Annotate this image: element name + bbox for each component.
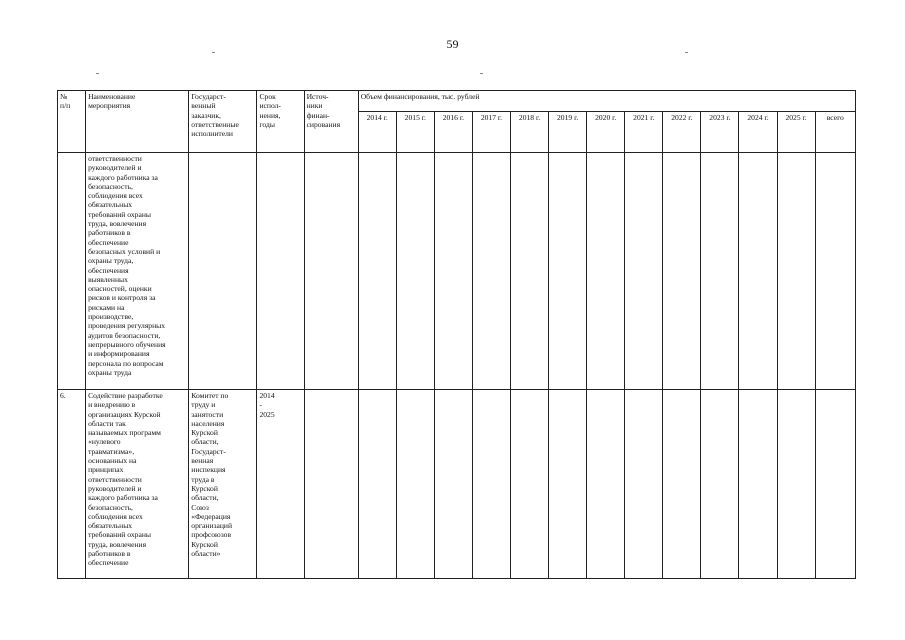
cell-value bbox=[663, 153, 701, 390]
header-funding: Объем финансирования, тыс. рублей bbox=[358, 91, 855, 112]
cell-source bbox=[304, 390, 358, 579]
year-header: 2016 г. bbox=[434, 112, 472, 153]
table-row bbox=[58, 153, 856, 390]
cell-value bbox=[777, 153, 815, 390]
cell-value bbox=[815, 153, 855, 390]
year-header: 2014 г. bbox=[358, 112, 396, 153]
cell-value bbox=[701, 153, 739, 390]
cell-value bbox=[549, 153, 587, 390]
year-header: 2023 г. bbox=[701, 112, 739, 153]
total-header: всего bbox=[815, 112, 855, 153]
cell-value bbox=[625, 153, 663, 390]
cell-value bbox=[625, 390, 663, 579]
scan-speck bbox=[685, 52, 688, 53]
cell-value bbox=[739, 153, 777, 390]
cell-value bbox=[472, 153, 510, 390]
scan-speck bbox=[480, 73, 483, 74]
year-header: 2015 г. bbox=[396, 112, 434, 153]
cell-source bbox=[304, 153, 358, 390]
header-name: Наименование мероприятия bbox=[86, 91, 189, 153]
cell-name: Содействие разработке и внедрению в организациях Курской области так называемых программ «нулевого травматизма», основанных на принципах ответственности руководителей и каждого работника за безопасность, соблюдения всех обязательных требований охраны труда, вовлечения работников в обеспечение bbox=[86, 390, 189, 579]
year-header: 2025 г. bbox=[777, 112, 815, 153]
cell-term bbox=[257, 153, 304, 390]
scan-speck bbox=[96, 73, 99, 74]
cell-value bbox=[777, 390, 815, 579]
header-term: Срок испол- нения, годы bbox=[257, 91, 304, 153]
cell-value bbox=[472, 390, 510, 579]
cell-value bbox=[815, 390, 855, 579]
cell-value bbox=[663, 390, 701, 579]
cell-value bbox=[587, 153, 625, 390]
cell-value bbox=[358, 390, 396, 579]
funding-table bbox=[57, 90, 856, 579]
year-header: 2017 г. bbox=[472, 112, 510, 153]
cell-value bbox=[358, 153, 396, 390]
cell-value bbox=[701, 390, 739, 579]
cell-value bbox=[511, 153, 549, 390]
header-num: № п/п bbox=[58, 91, 86, 153]
cell-term: 2014 - 2025 bbox=[257, 390, 304, 579]
cell-num bbox=[58, 153, 86, 390]
cell-name: ответственности руководителей и каждого работника за безопасность, соблюдения всех обязательных требований охраны труда, вовлечения работников в обеспечение безопасных условий и охраны труда, обеспечения выявленных опасностей, оценки рисков и контроля за рисками на производстве, проведения регулярных аудитов безопасности, непрерывного обучения и информирования персонала по вопросам охраны труда bbox=[86, 153, 189, 390]
cell-value bbox=[434, 153, 472, 390]
year-header: 2020 г. bbox=[587, 112, 625, 153]
cell-value bbox=[587, 390, 625, 579]
table-row bbox=[58, 390, 856, 579]
page-number: 59 bbox=[446, 37, 459, 51]
cell-value bbox=[739, 390, 777, 579]
year-header: 2024 г. bbox=[739, 112, 777, 153]
header-customer: Государст- венный заказчик, ответственные исполнители bbox=[189, 91, 257, 153]
cell-value bbox=[511, 390, 549, 579]
cell-value bbox=[434, 390, 472, 579]
year-header: 2018 г. bbox=[511, 112, 549, 153]
year-header: 2021 г. bbox=[625, 112, 663, 153]
cell-value bbox=[549, 390, 587, 579]
cell-value bbox=[396, 390, 434, 579]
header-source: Источ- ники финан- сирования bbox=[304, 91, 358, 153]
year-header: 2022 г. bbox=[663, 112, 701, 153]
cell-customer bbox=[189, 153, 257, 390]
cell-num: 6. bbox=[58, 390, 86, 579]
year-header: 2019 г. bbox=[549, 112, 587, 153]
cell-value bbox=[396, 153, 434, 390]
scan-speck bbox=[212, 52, 215, 53]
cell-customer: Комитет по труду и занятости населения Курской области, Государст- венная инспекция труда в Курской области, Союз «Федерация организаций профсоюзов Курской области» bbox=[189, 390, 257, 579]
